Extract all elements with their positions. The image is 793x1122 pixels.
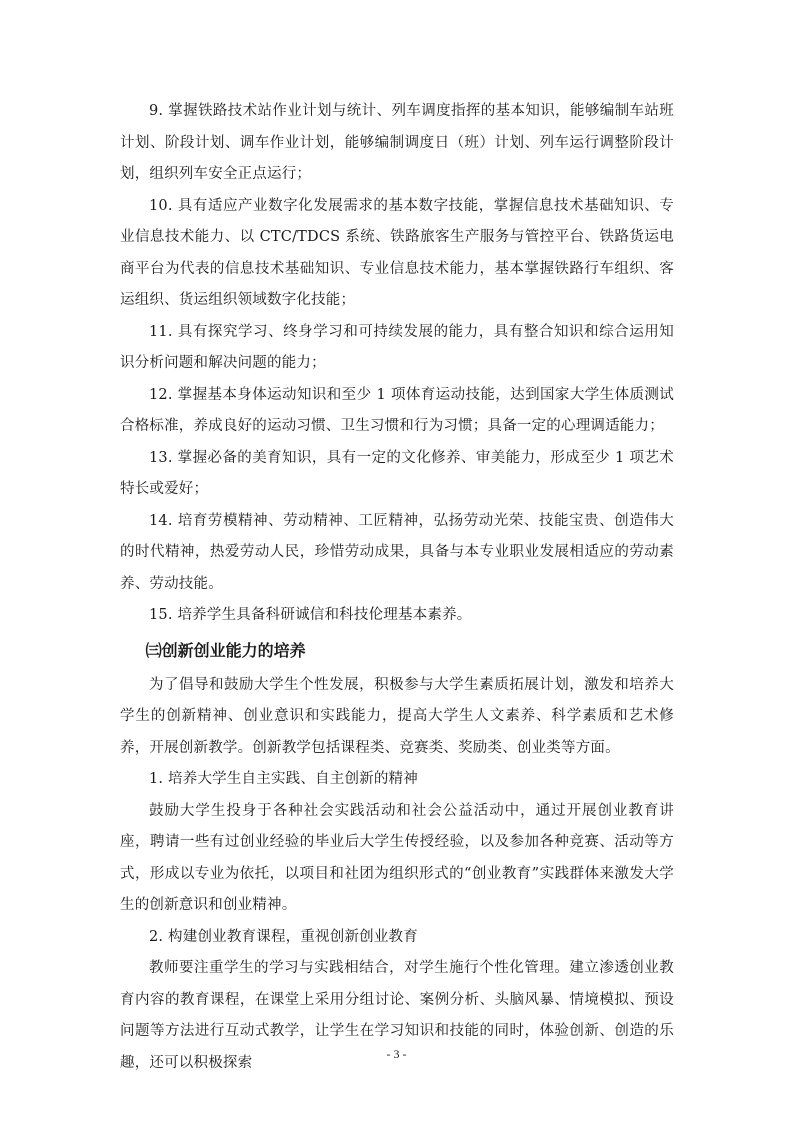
list-item-9: 9. 掌握铁路技术站作业计划与统计、列车调度指挥的基本知识，能够编制车站班计划、阶段计划、调车作业计划，能够编制调度日（班）计划、列车运行调整阶段计划，组织列车安全正点运行； (120, 103, 674, 182)
list-item-13: 13. 掌握必备的美育知识，具有一定的文化修养、审美能力，形成至少 1 项艺术特长或爱好； (120, 449, 674, 497)
section-heading: ㈢创新创业能力的培养 (145, 640, 306, 660)
list-item-12: 12. 掌握基本身体运动知识和至少 1 项体育运动技能，达到国家大学生体质测试合格标准，养成良好的运动习惯、卫生习惯和行为习惯；具备一定的心理调适能力； (120, 386, 674, 434)
list-item-10: 10. 具有适应产业数字化发展需求的基本数字技能，掌握信息技术基础知识、专业信息技术能力、以 CTC/TDCS 系统、铁路旅客生产服务与管控平台、铁路货运电商平台为代表的信息技术基础知识、专业信息技术能力，基本掌握铁路行车组织、客运组织、货运组织领域数字化技能； (120, 197, 674, 308)
document-body (120, 96, 674, 1079)
list-item-14: 14. 培育劳模精神、劳动精神、工匠精神，弘扬劳动光荣、技能宝贵、创造伟大的时代精神，热爱劳动人民，珍惜劳动成果，具备与本专业职业发展相适应的劳动素养、劳动技能。 (120, 512, 674, 592)
list-item-11: 11. 具有探究学习、终身学习和可持续发展的能力，具有整合知识和综合运用知识分析问题和解决问题的能力； (120, 323, 674, 371)
section-intro: 为了倡导和鼓励大学生个性发展，积极参与大学生素质拓展计划，激发和培养大学生的创新精神、创业意识和实践能力，提高大学生人文素养、科学素质和艺术修养，开展创新教学。创新教学包括课程类、竞赛类、奖励类、创业类等方面。 (120, 676, 674, 756)
subsection-title-2: 2. 构建创业教育课程，重视创新创业教育 (149, 928, 418, 945)
subsection-title-1: 1. 培养大学生自主实践、自主创新的精神 (149, 771, 418, 787)
subsection-body-1: 鼓励大学生投身于各种社会实践活动和社会公益活动中，通过开展创业教育讲座，聘请一些有过创业经验的毕业后大学生传授经验，以及参加各种竞赛、活动等方式，形成以专业为依托，以项目和社团为组织形式的“创业教育”实践群体来激发大学生的创新意识和创业精神。 (120, 802, 674, 913)
list-item-15: 15. 培养学生具备科研诚信和科技伦理基本素养。 (149, 607, 472, 623)
page-number: - 3 - (386, 1047, 407, 1061)
subsection-body-2: 教师要注重学生的学习与实践相结合，对学生施行个性化管理。建立渗透创业教育内容的教育课程，在课堂上采用分组讨论、案例分析、头脑风暴、情境模拟、预设问题等方法进行互动式教学，让学生在学习知识和技能的同时，体验创新、创造的乐趣，还可以积极探索 (120, 960, 674, 1071)
